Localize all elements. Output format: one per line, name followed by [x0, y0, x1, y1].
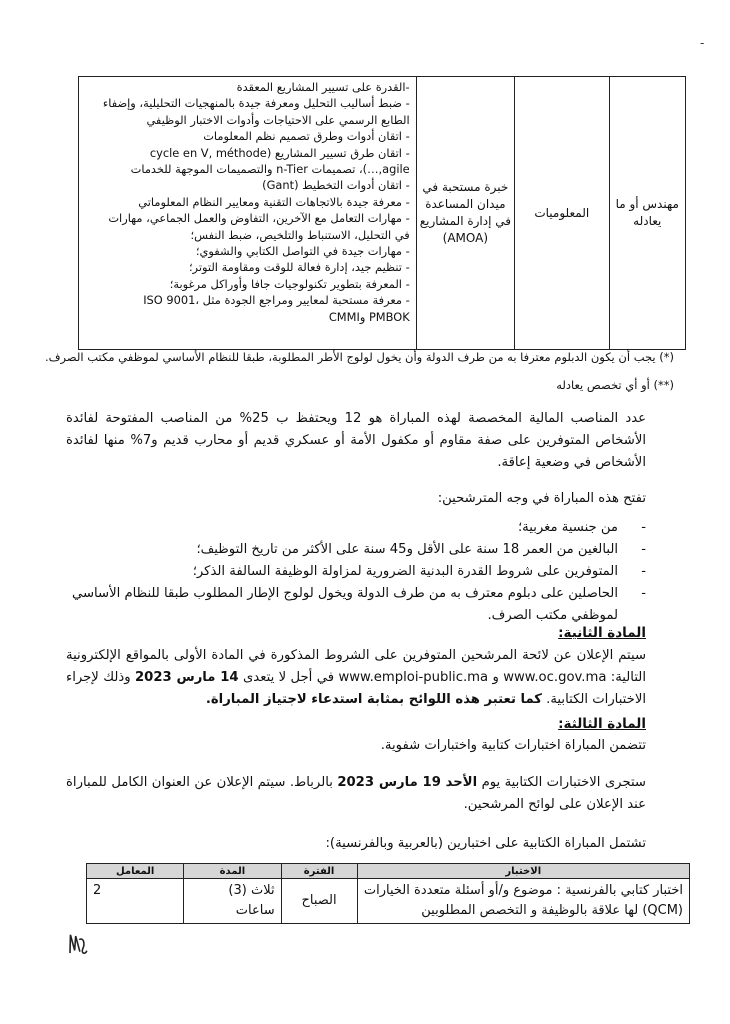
condition-text: البالغين من العمر 18 سنة على الأقل و45 سنة على الأكثر من تاريخ التوظيف؛: [196, 542, 618, 557]
article2-text-b: وذلك لإجراء الاختبارات الكتابية.: [66, 670, 646, 707]
bullet-dash: -: [641, 586, 646, 601]
list-item: -القدرة على تسيير المشاريع المعقدة: [236, 80, 410, 94]
condition-text: الحاصلين على دبلوم معترف به من طرف الدولة ويخول لولوج الإطار المطلوب طبقا للنظام الأساسي لموظفي مكتب الصرف.: [71, 586, 618, 623]
bullet-dash: -: [641, 520, 646, 535]
article2-bold-note: كما تعتبر هذه اللوائح بمثابة استدعاء لاجتياز المباراة.: [205, 692, 542, 707]
col-header-duration: المدة: [184, 864, 281, 879]
reserved-posts-paragraph: عدد المناصب المالية المخصصة لهذه المباراة هو 12 ويحتفظ ب 25% من المناصب المفتوحة لفائدة الأشخاص المتوفرين على صفة مقاوم أو مكفول الأمة أو عسكري قديم أو محارب قديم و7% منها لفائدة الأشخاص في وضعية إعاقة.: [66, 411, 647, 470]
period-cell: الصباح: [281, 879, 357, 924]
grades-table: [78, 76, 686, 350]
article2-text-a: سيتم الإعلان عن لائحة المرشحين المتوفرين على الشروط المذكورة في المادة الأولى بالمواقع الإلكترونية التالية: www.oc.gov.ma و www.emploi-public.ma في أجل لا يتعدى: [66, 648, 646, 685]
list-item: - اتقان أدوات وطرق تصميم نظم المعلومات: [203, 129, 410, 144]
corner-mark: -: [700, 36, 705, 50]
col-header-coefficient: المعامل: [87, 864, 184, 879]
coefficient-cell: 2: [87, 879, 184, 924]
experience-cell: خبرة مستحبة في ميدان المساعدة في إدارة المشاريع (AMOA): [416, 77, 514, 350]
col-header-period: الفترة: [281, 864, 357, 879]
bullet-dash: -: [641, 564, 646, 579]
list-item: - اتقان طرق تسيير المشاريع (cycle en V, méthode agile,…)، تصميمات n-Tier والتصميمات الموجهة للخدمات: [130, 145, 410, 177]
article3-text: تتضمن المباراة اختبارات كتابية واختبارات شفوية.: [380, 738, 646, 753]
grade-cell: مهندس أو ما يعادله: [609, 77, 685, 350]
article2-heading: المادة الثانية:: [558, 625, 646, 641]
exam-cell: اختبار كتابي بالفرنسية : موضوع و/أو أسئلة متعددة الخيارات (QCM) لها علاقة بالوظيفة و التخصص المطلوبين: [357, 879, 690, 924]
list-item: - مهارات جيدة في التواصل الكتابي والشفوي؛: [195, 244, 410, 259]
condition-text: المتوفرين على شروط القدرة البدنية الضرورية لمزاولة الوظيفة السالفة الذكر؛: [192, 564, 618, 579]
specialty-cell: المعلوميات: [515, 77, 609, 350]
exam-date-paragraph: [66, 772, 646, 816]
article3-heading: المادة الثالثة:: [558, 716, 646, 732]
list-item: - تنظيم جيد، إدارة فعالة للوقت ومقاومة التوتر؛: [188, 260, 410, 275]
list-item: [66, 539, 646, 561]
skills-cell: [79, 77, 417, 350]
article2-paragraph: [66, 645, 646, 711]
exam-text-b: بالرباط. سيتم الإعلان عن العنوان الكامل للمباراة عند الإعلان على لوائح المرشحين.: [66, 775, 646, 812]
initials-signature: [64, 927, 91, 965]
article2-date: 14 مارس 2023: [135, 670, 239, 685]
eligibility-intro: تفتح هذه المباراة في وجه المترشحين:: [437, 491, 646, 506]
duration-cell: ثلاث (3) ساعات: [184, 879, 281, 924]
footnote-diploma: (*) يجب أن يكون الدبلوم معترفا به من طرف الدولة وأن يخول لولوج الأطر المطلوبة، طبقا للنظام الأساسي لموظفي مكتب الصرف.: [44, 350, 674, 364]
list-item: [66, 583, 646, 627]
table-row: [79, 77, 686, 350]
list-item: - اتقان أدوات التخطيط (Gant): [262, 178, 410, 193]
skills-list: [79, 77, 416, 325]
table-row: [87, 879, 690, 924]
bullet-dash: -: [641, 542, 646, 557]
list-item: [66, 561, 646, 583]
signature-mark: [64, 927, 90, 960]
written-exam-intro: تشتمل المباراة الكتابية على اختبارين (بالعربية وبالفرنسية):: [325, 836, 646, 851]
conditions-list: [66, 517, 646, 627]
list-item: - معرفة جيدة بالاتجاهات التقنية ومعايير النظام المعلوماتي: [138, 194, 410, 209]
list-item: - معرفة مستحبة لمعايير ومراجع الجودة مثل ISO 9001، PMBOK وCMMI: [143, 293, 410, 324]
footnote-equivalent: (**) أو أي تخصص يعادله: [556, 378, 674, 392]
list-item: - ضبط أساليب التحليل ومعرفة جيدة بالمنهجيات التحليلية، وإضفاء الطابع الرسمي على الاحتياجات وأدوات الاختبار الوظيفي: [102, 96, 410, 127]
list-item: [66, 517, 646, 539]
list-item: - مهارات التعامل مع الآخرين، التفاوض والعمل الجماعي، مهارات في التحليل، الاستنباط والتلخيص، ضبط النفس؛: [108, 211, 410, 242]
list-item: - المعرفة بتطوير تكنولوجيات جافا وأوراكل مرغوبة؛: [169, 276, 410, 291]
table-header-row: [87, 864, 690, 879]
exam-text-a: ستجرى الاختبارات الكتابية يوم: [481, 775, 646, 790]
exam-date: الأحد 19 مارس 2023: [337, 775, 478, 790]
condition-text: من جنسية مغربية؛: [517, 520, 618, 535]
exam-table: [86, 863, 690, 924]
col-header-exam: الاختبار: [357, 864, 690, 879]
